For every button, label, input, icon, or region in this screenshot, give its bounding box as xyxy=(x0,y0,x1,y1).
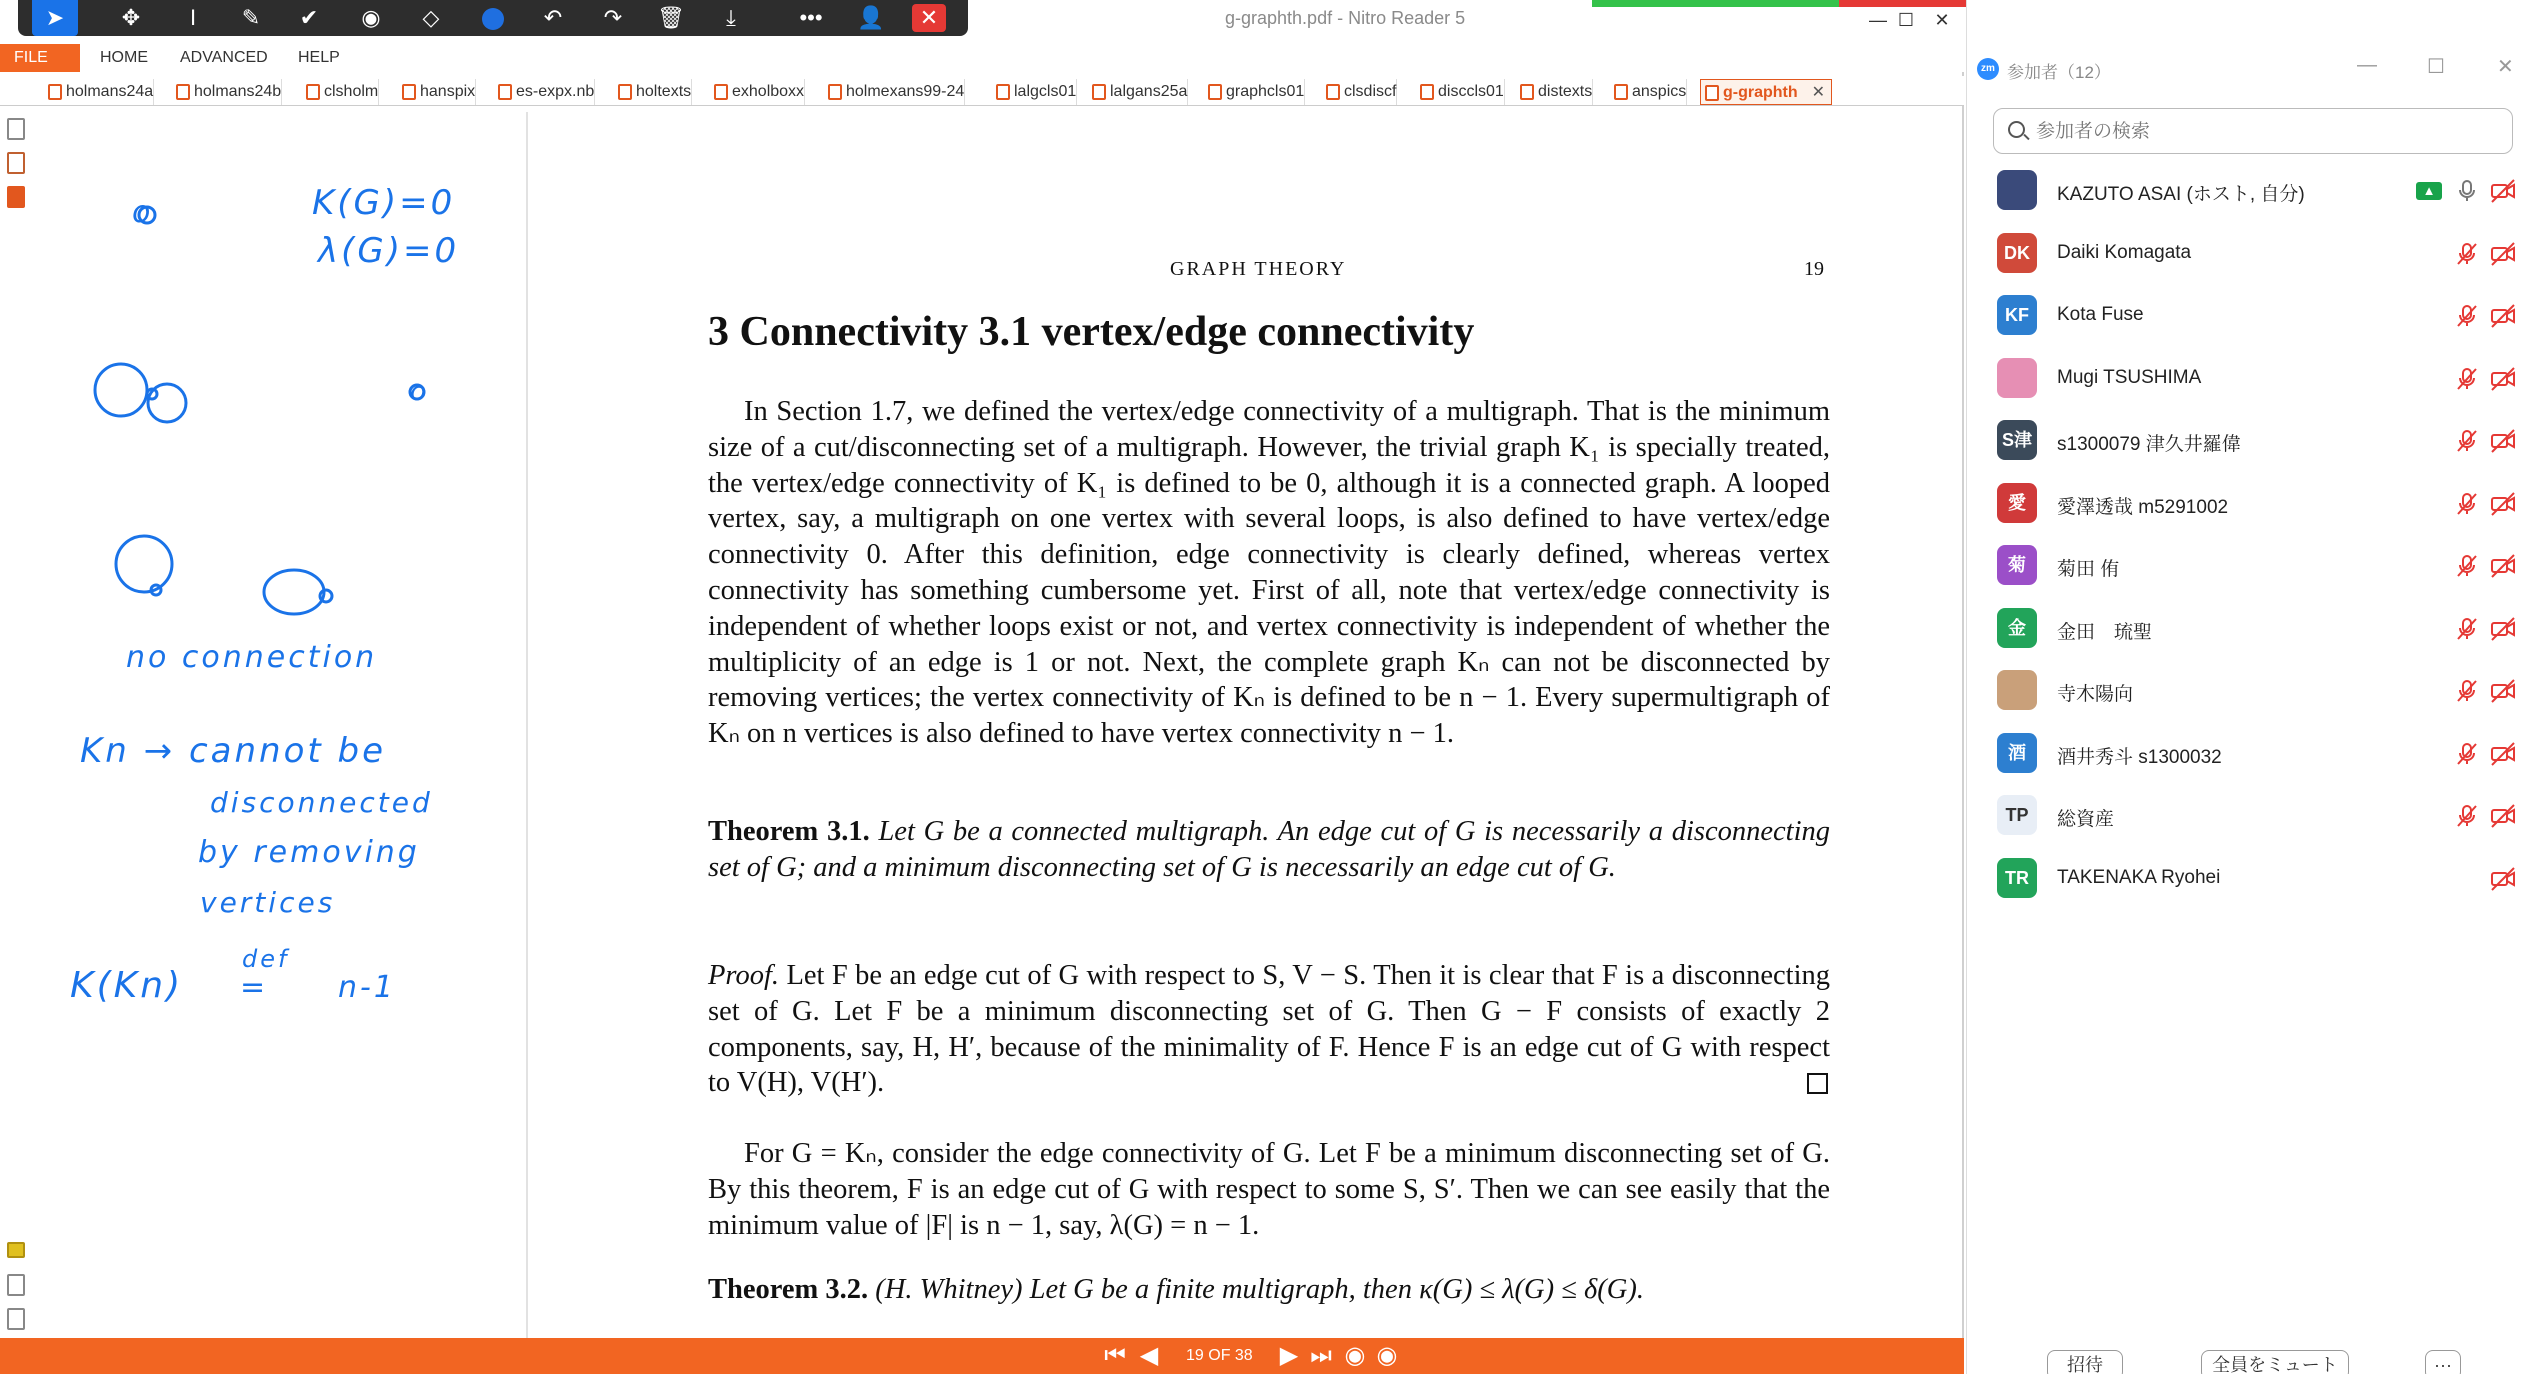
tab-document[interactable] xyxy=(302,79,379,105)
eraser-icon[interactable]: ◇ xyxy=(422,5,440,30)
pdf-file-icon xyxy=(1092,84,1106,100)
tab-label: exholboxx xyxy=(732,83,805,100)
tab-active-document[interactable] xyxy=(1700,79,1832,105)
redo-icon[interactable]: ↷ xyxy=(603,5,623,30)
participant-name: 愛澤透哉 m5291002 xyxy=(2057,496,2229,518)
proof-text: Let F be an edge cut of G with respect to S, V − S. Then it is clear that F is a disconnecting set of G. Let F be a minimum disconnecting set of G. Then G − F consists of exactly 2 components, say, H, H′, because of the minimality of F. Hence F is an edge cut of G with respect to V(H), V(H′). xyxy=(708,960,1831,1099)
stamp-icon[interactable]: ◉ xyxy=(361,5,381,30)
text-cursor-icon[interactable]: I xyxy=(189,5,197,30)
video-off-icon[interactable] xyxy=(2489,303,2517,329)
microphone-muted-icon[interactable] xyxy=(2454,428,2480,454)
previous-page-icon[interactable]: ◀ xyxy=(1139,1342,1159,1369)
more-options-button[interactable]: ··· xyxy=(2425,1350,2461,1374)
participant-row[interactable] xyxy=(1967,410,2533,472)
download-icon[interactable]: ⤓ xyxy=(726,5,736,30)
tab-label: graphcls01 xyxy=(1226,83,1305,100)
participant-row[interactable] xyxy=(1967,473,2533,535)
window-title: g-graphth.pdf - Nitro Reader 5 xyxy=(1225,8,1466,28)
participant-icon[interactable]: 👤 xyxy=(857,5,885,30)
avatar: 金 xyxy=(1997,608,2037,648)
participant-row[interactable] xyxy=(1967,660,2533,722)
pdf-file-icon xyxy=(618,84,632,100)
paragraph: In Section 1.7, we defined the vertex/edge connectivity of a multigraph. That is the minimum size of a cut/disconnecting set of a multigraph. However, the trivial graph K₁ is specially treated, the vertex/edge connectivity of K₁ is defined to be 0, although it is a connected graph. A looped vertex, say, a multigraph on one vertex with several loops, is also defined to have vertex/edge connectivity 0. After this definition, edge connectivity is clearly defined, whereas vertex connectivity has something cumbersome yet. First of all, note that vertex/edge connectivity is independent of whether loops exist or not, and vertex connectivity is independent of whether the multiplicity of an edge is 1 or not. Next, the complete graph Kₙ can not be disconnected by removing vertices; the vertex connectivity of Kₙ is defined to be n − 1. Every supermultigraph of Kₙ on n vertices is also defined to have vertex connectivity n − 1. xyxy=(708,396,1830,750)
tab-document[interactable] xyxy=(824,79,965,105)
video-off-icon[interactable] xyxy=(2489,241,2517,267)
note-text: = xyxy=(240,970,269,1005)
document-tab-bar xyxy=(0,76,1964,106)
page-number: 19 xyxy=(1804,258,1824,280)
note-text: disconnected xyxy=(210,786,433,819)
page-indicator[interactable]: 19 OF 38 xyxy=(1186,1347,1253,1364)
video-off-icon[interactable] xyxy=(2489,428,2517,454)
graph-drawing xyxy=(95,364,147,416)
pdf-file-icon xyxy=(176,84,190,100)
microphone-icon[interactable] xyxy=(2454,178,2480,204)
avatar: S津 xyxy=(1997,420,2037,460)
pdf-file-icon xyxy=(1614,84,1628,100)
pdf-file-icon xyxy=(1520,84,1534,100)
tab-label: g-graphth xyxy=(1723,84,1798,101)
tab-label: clsholm xyxy=(324,83,379,100)
page-navigation-bar xyxy=(0,1338,1964,1374)
maximize-button[interactable]: ☐ xyxy=(1897,10,1915,30)
loops-drawing xyxy=(264,570,324,614)
undo-icon[interactable]: ↶ xyxy=(543,5,563,30)
video-off-icon[interactable] xyxy=(2489,366,2517,392)
microphone-muted-icon[interactable] xyxy=(2454,803,2480,829)
video-off-icon[interactable] xyxy=(2489,178,2517,204)
color-picker-icon[interactable] xyxy=(470,0,516,36)
comments-icon[interactable] xyxy=(7,1242,25,1258)
video-off-icon[interactable] xyxy=(2489,741,2517,767)
handwritten-notes-panel[interactable] xyxy=(30,112,528,1338)
participant-row[interactable] xyxy=(1967,848,2533,910)
properties-icon[interactable] xyxy=(7,1308,25,1330)
avatar: KF xyxy=(1997,295,2037,335)
note-text: o xyxy=(132,195,154,230)
tab-label: distexts xyxy=(1538,83,1593,100)
microphone-muted-icon[interactable] xyxy=(2454,616,2480,642)
theorem-3-1 xyxy=(708,814,1830,886)
menu-bar xyxy=(0,44,1964,72)
annotation-toolbar xyxy=(18,0,968,36)
participant-row[interactable] xyxy=(1967,535,2533,597)
microphone-muted-icon[interactable] xyxy=(2454,553,2480,579)
video-off-icon[interactable] xyxy=(2489,803,2517,829)
menu-help[interactable]: HELP xyxy=(298,49,340,66)
tab-label: es-expx.nb xyxy=(516,83,595,100)
first-page-icon[interactable]: ⏮ xyxy=(1104,1342,1126,1369)
participant-name: TAKENAKA Ryohei xyxy=(2057,866,2221,888)
pdf-file-icon xyxy=(48,84,62,100)
invite-button[interactable]: 招待 xyxy=(2047,1350,2123,1374)
screen-share-icon: ▲ xyxy=(2416,182,2442,200)
video-off-icon[interactable] xyxy=(2489,678,2517,704)
close-button[interactable]: ✕ xyxy=(2497,56,2514,78)
search-input[interactable] xyxy=(2036,119,2496,145)
participant-search[interactable] xyxy=(1993,108,2513,154)
tab-document[interactable] xyxy=(1204,79,1305,105)
minimize-button[interactable]: — xyxy=(2357,54,2377,76)
participant-row[interactable] xyxy=(1967,348,2533,410)
close-annotation-icon[interactable]: ✕ xyxy=(912,4,946,32)
close-button[interactable]: ✕ xyxy=(1934,10,1950,30)
participant-name: Kota Fuse xyxy=(2057,304,2144,325)
close-tab-icon[interactable]: ✕ xyxy=(1811,84,1826,101)
minimize-button[interactable]: — xyxy=(1869,10,1887,30)
avatar xyxy=(1997,670,2037,710)
trash-icon[interactable]: 🗑 xyxy=(657,5,685,30)
pdf-file-icon xyxy=(1705,85,1719,101)
avatar: 酒 xyxy=(1997,733,2037,773)
section-title: 3 Connectivity 3.1 vertex/edge connectivity xyxy=(708,309,1475,355)
note-text: vertices xyxy=(200,886,336,919)
participant-name: Mugi TSUSHIMA xyxy=(2057,366,2202,388)
participants-title: 参加者（12） xyxy=(2007,63,2111,82)
menu-file[interactable]: FILE xyxy=(0,44,80,72)
pdf-file-icon xyxy=(1420,84,1434,100)
search-icon xyxy=(2008,121,2025,138)
tab-label: clsdiscf xyxy=(1344,83,1397,100)
tab-label: anspics xyxy=(1632,83,1687,100)
proof xyxy=(708,958,1830,1101)
video-off-icon[interactable] xyxy=(2489,866,2517,892)
pdf-file-icon xyxy=(1326,84,1340,100)
menu-advanced[interactable]: ADVANCED xyxy=(180,49,268,66)
layers-icon[interactable] xyxy=(7,1274,25,1296)
participant-row[interactable] xyxy=(1967,160,2533,222)
bookmarks-icon[interactable] xyxy=(7,152,25,174)
participant-name: Daiki Komagata xyxy=(2057,241,2192,263)
qed-box-icon xyxy=(1807,1073,1828,1094)
tab-document[interactable] xyxy=(1088,79,1188,105)
note-text: n-1 xyxy=(338,970,396,1005)
back-view-icon[interactable]: ◉ xyxy=(1344,1342,1366,1369)
loop-drawing xyxy=(116,536,172,592)
zoom-logo-icon: zm xyxy=(1977,58,1999,80)
pages-icon[interactable] xyxy=(7,118,25,140)
video-off-icon[interactable] xyxy=(2489,553,2517,579)
participant-name: 寺木陽向 xyxy=(2057,684,2134,705)
tab-label: holtexts xyxy=(636,83,692,100)
tab-document[interactable] xyxy=(172,79,282,105)
microphone-muted-icon[interactable] xyxy=(2454,303,2480,329)
avatar: 菊 xyxy=(1997,545,2037,585)
theorem-text: (H. Whitney) Let G be a finite multigraph, then κ(G) ≤ λ(G) ≤ δ(G). xyxy=(875,1274,1644,1305)
note-text: o xyxy=(410,377,429,407)
tab-document[interactable] xyxy=(398,79,476,105)
move-icon[interactable]: ✥ xyxy=(121,5,141,30)
pdf-file-icon xyxy=(306,84,320,100)
mute-all-button[interactable]: 全員をミュート xyxy=(2201,1350,2349,1374)
pdf-file-icon xyxy=(498,84,512,100)
pdf-file-icon xyxy=(996,84,1010,100)
note-text: K(Kn) xyxy=(70,965,184,1006)
avatar xyxy=(1997,170,2037,210)
tab-document[interactable] xyxy=(992,79,1077,105)
last-page-icon[interactable]: ⏭ xyxy=(1310,1342,1332,1369)
next-page-icon[interactable]: ▶ xyxy=(1279,1342,1299,1369)
participant-name: 酒井秀斗 s1300032 xyxy=(2057,746,2222,768)
loops-drawing xyxy=(320,590,332,602)
participant-name: 金田 琉聖 xyxy=(2057,621,2153,643)
microphone-muted-icon[interactable] xyxy=(2454,678,2480,704)
microphone-muted-icon[interactable] xyxy=(2454,491,2480,517)
proof-label: Proof. xyxy=(708,960,779,991)
tab-document[interactable] xyxy=(1516,79,1593,105)
tab-label: disccls01 xyxy=(1438,83,1504,100)
tab-label: lalgans25a xyxy=(1110,83,1188,100)
avatar: 愛 xyxy=(1997,483,2037,523)
tab-document[interactable] xyxy=(1610,79,1687,105)
note-text: Kn → cannot be xyxy=(80,731,387,771)
note-text: by removing xyxy=(198,835,420,870)
note-text: K(G)=0 xyxy=(312,183,456,223)
participant-row[interactable] xyxy=(1967,723,2533,785)
left-sidebar xyxy=(0,112,30,1338)
microphone-muted-icon[interactable] xyxy=(2454,241,2480,267)
tab-document[interactable] xyxy=(710,79,805,105)
menu-home[interactable]: HOME xyxy=(100,49,148,66)
avatar: TR xyxy=(1997,858,2037,898)
checkmark-icon[interactable]: ✔ xyxy=(299,5,319,30)
pdf-file-icon xyxy=(402,84,416,100)
tab-document[interactable] xyxy=(1416,79,1505,105)
tab-label: holmans24b xyxy=(194,83,282,100)
attachments-icon[interactable] xyxy=(7,186,25,208)
participant-row[interactable] xyxy=(1967,785,2533,847)
tab-label: holmexans99-24 xyxy=(846,83,965,100)
paragraph: For G = Kₙ, consider the edge connectivity of G. Let F be a minimum disconnecting set of G. By this theorem, F is an edge cut of G with respect to some S, S′. Then we can see easily that the minimum value of |F| is n − 1, say, λ(G) = n − 1. xyxy=(708,1138,1830,1241)
forward-view-icon[interactable]: ◉ xyxy=(1376,1342,1398,1369)
theorem-label: Theorem 3.1. xyxy=(708,816,870,847)
tab-label: holmans24a xyxy=(66,83,154,100)
tab-label: hanspix xyxy=(420,83,476,100)
microphone-muted-icon[interactable] xyxy=(2454,741,2480,767)
tab-document[interactable] xyxy=(494,79,595,105)
pdf-file-icon xyxy=(1208,84,1222,100)
tab-label: lalgcls01 xyxy=(1014,83,1077,100)
handwriting-canvas xyxy=(30,112,528,1338)
maximize-button[interactable]: ☐ xyxy=(2427,56,2445,78)
tab-document[interactable] xyxy=(614,79,692,105)
tab-document[interactable] xyxy=(1322,79,1397,105)
participant-row[interactable] xyxy=(1967,285,2533,347)
zoom-participants-panel xyxy=(1966,0,2533,1374)
video-off-icon[interactable] xyxy=(2489,491,2517,517)
select-pointer-icon[interactable]: ➤ xyxy=(32,0,78,36)
participant-row[interactable] xyxy=(1967,223,2533,285)
avatar: TP xyxy=(1997,795,2037,835)
video-off-icon[interactable] xyxy=(2489,616,2517,642)
tab-document[interactable] xyxy=(44,79,154,105)
running-head: GRAPH THEORY xyxy=(1170,258,1347,280)
avatar xyxy=(1997,358,2037,398)
more-icon[interactable]: ••• xyxy=(799,5,823,30)
avatar: DK xyxy=(1997,233,2037,273)
note-text: no connection xyxy=(126,640,378,675)
pdf-page[interactable] xyxy=(530,112,1960,1338)
participant-name: 総資産 xyxy=(2057,809,2115,830)
participant-name: 菊田 侑 xyxy=(2057,559,2120,580)
pen-icon[interactable]: ✎ xyxy=(241,5,261,30)
pdf-file-icon xyxy=(828,84,842,100)
graph-drawing xyxy=(147,389,157,399)
theorem-3-2 xyxy=(708,1272,1830,1308)
microphone-muted-icon[interactable] xyxy=(2454,366,2480,392)
note-text: def xyxy=(242,945,290,973)
participant-name: KAZUTO ASAI (ホスト, 自分) xyxy=(2057,184,2305,205)
theorem-text: Let G be a connected multigraph. An edge cut of G is necessarily a disconnecting set of G; and a minimum disconnecting set of G is necessarily an edge cut of G. xyxy=(708,816,1830,883)
participant-name: s1300079 津久井羅偉 xyxy=(2057,434,2241,455)
note-text: λ(G)=0 xyxy=(318,231,460,271)
participant-row[interactable] xyxy=(1967,598,2533,660)
theorem-label: Theorem 3.2. xyxy=(708,1274,869,1305)
pdf-file-icon xyxy=(714,84,728,100)
